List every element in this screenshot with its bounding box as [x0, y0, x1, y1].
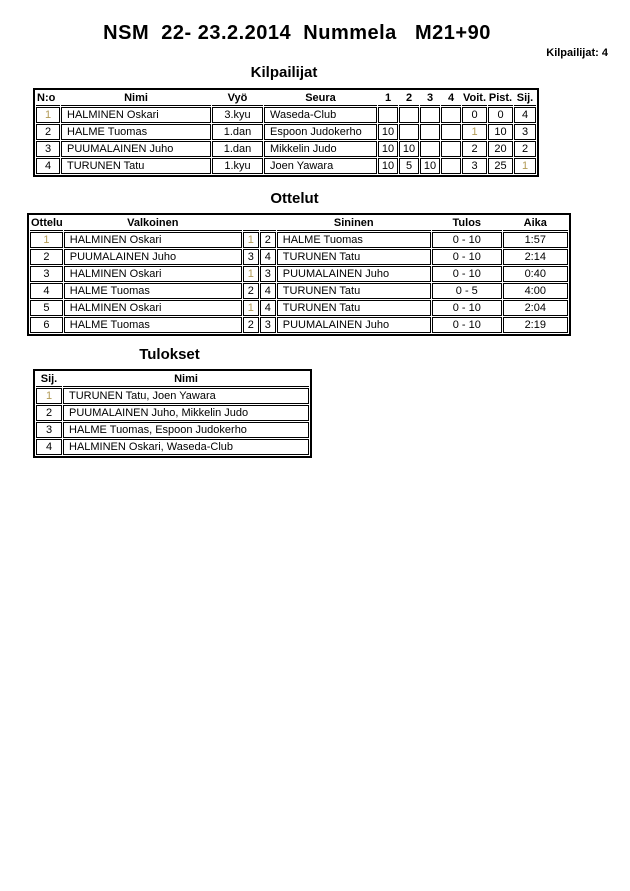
cell-no: 4 — [36, 158, 60, 174]
competitors-count-label: Kilpailijat: 4 — [546, 47, 608, 59]
cell-time: 2:14 — [503, 249, 568, 265]
cell-result: 0 - 10 — [432, 266, 502, 282]
cell-wins: 0 — [462, 107, 487, 123]
cell-points: 10 — [488, 124, 513, 140]
col-header-club: Seura — [264, 91, 377, 106]
col-header-points: Pist. — [488, 92, 513, 104]
col-header-score2: 2 — [399, 91, 419, 106]
cell-belt: 1.dan — [212, 124, 263, 140]
cell-name-club: HALMINEN Oskari, Waseda-Club — [63, 439, 309, 455]
cell-score2 — [399, 107, 419, 123]
cell-name-club: PUUMALAINEN Juho, Mikkelin Judo — [63, 405, 309, 421]
cell-time: 1:57 — [503, 232, 568, 248]
cell-white-name: PUUMALAINEN Juho — [64, 249, 242, 265]
col-header-result: Tulos — [432, 216, 502, 231]
cell-result: 0 - 5 — [432, 283, 502, 299]
page-title: NSM 22- 23.2.2014 Nummela M21+90 — [103, 22, 491, 44]
header-row — [36, 91, 536, 106]
cell-white-name: HALME Tuomas — [64, 283, 242, 299]
col-header-match: Ottelu — [31, 217, 63, 229]
cell-white-no: 2 — [243, 317, 259, 333]
table-row — [30, 249, 568, 265]
table-row — [30, 317, 568, 333]
table-row — [30, 266, 568, 282]
cell-match-no: 1 — [30, 232, 63, 248]
cell-result: 0 - 10 — [432, 249, 502, 265]
table-row — [36, 439, 309, 455]
cell-time: 2:04 — [503, 300, 568, 316]
cell-score3 — [420, 124, 440, 140]
matches-heading: Ottelut — [270, 190, 319, 207]
cell-place: 1 — [36, 388, 62, 404]
cell-result: 0 - 10 — [432, 300, 502, 316]
cell-white-no: 2 — [243, 283, 259, 299]
cell-no: 1 — [36, 107, 60, 123]
cell-white-name: HALME Tuomas — [64, 317, 242, 333]
competitors-table — [33, 88, 539, 177]
results-header — [36, 372, 309, 387]
cell-club: Joen Yawara — [264, 158, 377, 174]
results-body — [36, 388, 309, 455]
cell-match-no: 6 — [30, 317, 63, 333]
col-header-name: Nimi — [63, 372, 309, 387]
cell-score2 — [399, 124, 419, 140]
cell-time: 2:19 — [503, 317, 568, 333]
table-row — [36, 158, 536, 174]
cell-name: HALMINEN Oskari — [61, 107, 211, 123]
cell-blue-name: PUUMALAINEN Juho — [277, 317, 431, 333]
col-header-belt: Vyö — [212, 91, 263, 106]
cell-blue-name: TURUNEN Tatu — [277, 249, 431, 265]
table-row — [36, 422, 309, 438]
cell-place: 4 — [36, 439, 62, 455]
cell-white-no: 3 — [243, 249, 259, 265]
results-heading: Tulokset — [139, 346, 200, 363]
cell-blue-name: TURUNEN Tatu — [277, 300, 431, 316]
competitors-body — [36, 107, 536, 174]
cell-blue-name: TURUNEN Tatu — [277, 283, 431, 299]
cell-score2: 10 — [399, 141, 419, 157]
cell-wins: 3 — [462, 158, 487, 174]
col-header-place: Sij. — [36, 372, 62, 387]
cell-match-no: 3 — [30, 266, 63, 282]
cell-points: 20 — [488, 141, 513, 157]
table-row — [36, 388, 309, 404]
col-header-white: Valkoinen — [64, 216, 242, 231]
cell-match-no: 4 — [30, 283, 63, 299]
col-header-blue-no — [260, 216, 276, 231]
table-row — [30, 300, 568, 316]
cell-result: 0 - 10 — [432, 317, 502, 333]
col-header-wins: Voit. — [462, 92, 486, 104]
cell-white-name: HALMINEN Oskari — [64, 300, 242, 316]
cell-score1 — [378, 107, 398, 123]
cell-name: PUUMALAINEN Juho — [61, 141, 211, 157]
table-row — [36, 124, 536, 140]
cell-score4 — [441, 158, 461, 174]
cell-score4 — [441, 141, 461, 157]
col-header-time: Aika — [503, 216, 568, 231]
cell-white-no: 1 — [243, 232, 259, 248]
table-row — [36, 405, 309, 421]
table-row — [30, 283, 568, 299]
cell-score4 — [441, 107, 461, 123]
col-header-score3: 3 — [420, 91, 440, 106]
cell-blue-no: 4 — [260, 249, 276, 265]
cell-place: 3 — [514, 124, 536, 140]
cell-place: 4 — [514, 107, 536, 123]
col-header-score4: 4 — [441, 91, 461, 106]
competitors-heading: Kilpailijat — [250, 64, 318, 81]
cell-white-no: 1 — [243, 266, 259, 282]
cell-name-club: TURUNEN Tatu, Joen Yawara — [63, 388, 309, 404]
matches-table — [27, 213, 571, 336]
cell-match-no: 2 — [30, 249, 63, 265]
col-header-name: Nimi — [61, 91, 211, 106]
cell-score3 — [420, 141, 440, 157]
cell-points: 25 — [488, 158, 513, 174]
table-row — [36, 141, 536, 157]
cell-score1: 10 — [378, 141, 398, 157]
cell-score4 — [441, 124, 461, 140]
matches-header — [30, 216, 568, 231]
header-row — [36, 372, 309, 387]
cell-blue-no: 4 — [260, 283, 276, 299]
cell-place: 2 — [514, 141, 536, 157]
cell-wins: 1 — [462, 124, 487, 140]
cell-place: 1 — [514, 158, 536, 174]
cell-time: 4:00 — [503, 283, 568, 299]
cell-white-name: HALMINEN Oskari — [64, 266, 242, 282]
table-row — [30, 232, 568, 248]
col-header-score1: 1 — [378, 91, 398, 106]
cell-club: Mikkelin Judo — [264, 141, 377, 157]
cell-white-no: 1 — [243, 300, 259, 316]
matches-body — [30, 232, 568, 333]
cell-place: 2 — [36, 405, 62, 421]
cell-wins: 2 — [462, 141, 487, 157]
cell-blue-no: 3 — [260, 317, 276, 333]
cell-result: 0 - 10 — [432, 232, 502, 248]
cell-no: 3 — [36, 141, 60, 157]
cell-score3 — [420, 107, 440, 123]
cell-score3: 10 — [420, 158, 440, 174]
cell-score1: 10 — [378, 124, 398, 140]
cell-club: Espoon Judokerho — [264, 124, 377, 140]
results-table — [33, 369, 312, 458]
col-header-no: N:o — [36, 91, 60, 106]
cell-blue-name: PUUMALAINEN Juho — [277, 266, 431, 282]
cell-belt: 1.dan — [212, 141, 263, 157]
cell-belt: 1.kyu — [212, 158, 263, 174]
competitors-header — [36, 91, 536, 106]
cell-no: 2 — [36, 124, 60, 140]
col-header-blue: Sininen — [277, 216, 431, 231]
col-header-white-no — [243, 216, 259, 231]
cell-match-no: 5 — [30, 300, 63, 316]
cell-time: 0:40 — [503, 266, 568, 282]
header-row — [30, 216, 568, 231]
cell-white-name: HALMINEN Oskari — [64, 232, 242, 248]
col-header-place: Sij. — [514, 91, 536, 106]
cell-name: TURUNEN Tatu — [61, 158, 211, 174]
cell-blue-no: 2 — [260, 232, 276, 248]
cell-blue-no: 4 — [260, 300, 276, 316]
cell-points: 0 — [488, 107, 513, 123]
cell-name: HALME Tuomas — [61, 124, 211, 140]
cell-score2: 5 — [399, 158, 419, 174]
cell-club: Waseda-Club — [264, 107, 377, 123]
cell-name-club: HALME Tuomas, Espoon Judokerho — [63, 422, 309, 438]
cell-score1: 10 — [378, 158, 398, 174]
table-row — [36, 107, 536, 123]
cell-blue-no: 3 — [260, 266, 276, 282]
cell-place: 3 — [36, 422, 62, 438]
cell-blue-name: HALME Tuomas — [277, 232, 431, 248]
cell-belt: 3.kyu — [212, 107, 263, 123]
